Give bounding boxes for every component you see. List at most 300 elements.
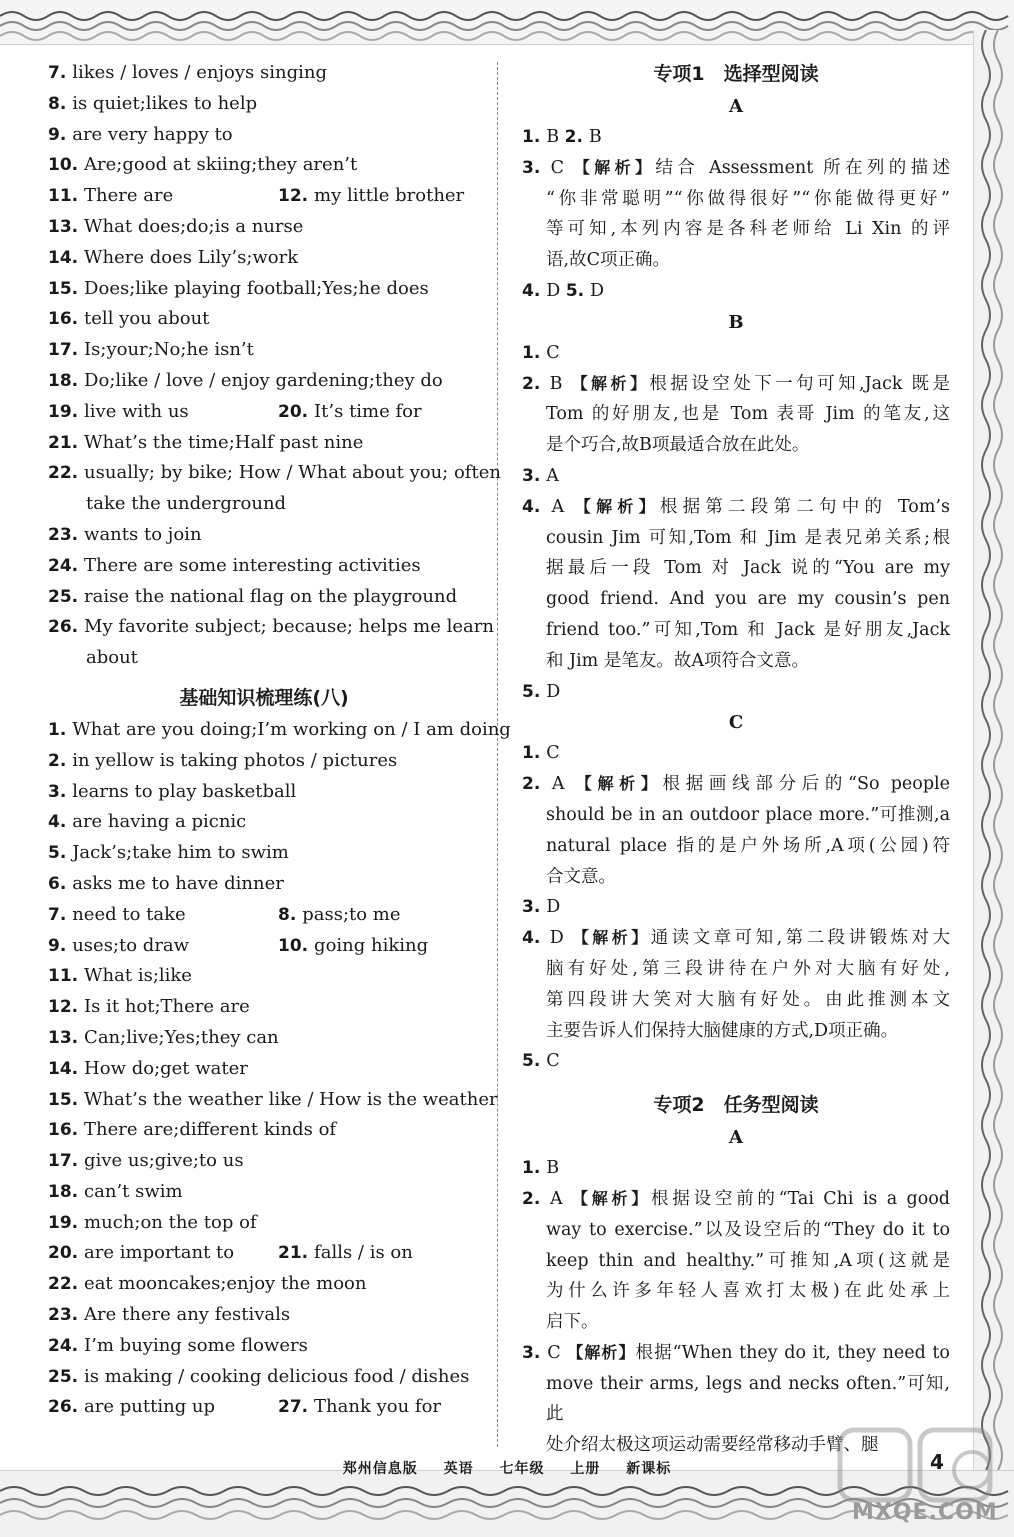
answer-cell [48, 278, 429, 299]
answer-group [522, 369, 950, 461]
answer-cell [48, 1212, 257, 1233]
item-answer: B [549, 373, 572, 394]
answer-line [48, 551, 480, 582]
answer-cell [48, 524, 202, 545]
item-text: going hiking [314, 934, 429, 956]
item-text: live with us [84, 400, 189, 422]
item-number: 1. [522, 1158, 547, 1179]
item-answer: C [546, 743, 560, 764]
item-number: 16. [48, 309, 85, 330]
item-answer: D [546, 280, 561, 301]
answer-line [48, 1115, 480, 1146]
item-text: raise the national flag on the playground [84, 585, 458, 607]
explanation-text: 根据“When they do it, they need to [635, 1342, 950, 1363]
answer-cell [48, 397, 278, 428]
explanation-line [522, 153, 950, 184]
item-number: 23. [48, 1305, 85, 1326]
explanation-line: 语,故C项正确。 [546, 250, 670, 271]
answer-line [522, 122, 950, 153]
answer-cell [48, 873, 284, 894]
explanation-line: 处介绍太极这项运动需要经常移动手臂、腿 [546, 1435, 879, 1456]
right-wave-border [973, 30, 1014, 1470]
item-number: 7. [48, 904, 73, 925]
item-number: 8. [48, 93, 73, 114]
item-number: 5. [565, 280, 591, 301]
item-answer: D [590, 280, 605, 301]
answer-line [48, 58, 480, 89]
explanation-line: “你非常聪明”“你做得很好”“你能做得更好” [546, 188, 950, 209]
answer-group [522, 338, 950, 369]
footer-grade: 七年级 [499, 1461, 545, 1477]
answer-line [522, 461, 950, 492]
item-text: are very happy to [72, 123, 233, 145]
answer-line [48, 366, 480, 397]
item-number: 3. [522, 157, 551, 178]
item-answer: C [546, 1051, 560, 1072]
explanation-text: 根据设空前的“Tai Chi is a good [651, 1188, 950, 1209]
analysis-tag: 【解析】 [567, 1342, 636, 1362]
item-text: give us;give;to us [84, 1150, 244, 1172]
answer-line [48, 1054, 480, 1085]
footer-subject: 英语 [443, 1461, 474, 1477]
analysis-tag: 【解析】 [571, 373, 650, 393]
item-number: 7. [48, 63, 73, 83]
item-number: 13. [48, 216, 85, 237]
explanation-text: 结合 Assessment 所在列的描述 [655, 157, 950, 178]
item-text: What’s the time;Half past nine [84, 431, 364, 453]
item-number: 26. [48, 617, 85, 638]
item-number: 18. [48, 1181, 85, 1202]
explanation-line: 和 Jim 是笔友。故A项符合文意。 [546, 650, 809, 671]
answer-line [48, 1238, 480, 1269]
part-label-a: A [729, 96, 743, 117]
answer-line [48, 243, 480, 274]
item-text: need to take [72, 903, 186, 925]
answer-line [48, 807, 480, 838]
answer-line [48, 304, 480, 335]
answer-line [48, 212, 480, 243]
item-number: 19. [48, 401, 85, 422]
item-answer: B [588, 127, 602, 147]
item-text: Can;live;Yes;they can [84, 1026, 279, 1048]
item-number: 10. [278, 935, 315, 956]
item-number: 19. [48, 1212, 85, 1233]
right-column [522, 58, 950, 1461]
answer-cell [48, 247, 298, 268]
item-text: There are some interesting activities [84, 554, 421, 576]
item-number: 1. [48, 719, 73, 740]
answer-line [48, 612, 494, 643]
answer-line [522, 1153, 950, 1184]
answer-cell [48, 900, 278, 931]
explanation-line: good friend. And you are my cousin’s pen [546, 589, 950, 610]
item-answer: B [546, 1158, 560, 1179]
item-text: What is;like [84, 965, 192, 987]
analysis-tag: 【解析】 [575, 774, 663, 794]
answer-line [48, 931, 480, 962]
answer-group [522, 1046, 950, 1077]
answer-line [48, 1085, 498, 1116]
answer-line [522, 276, 950, 307]
item-answer: A [551, 774, 576, 795]
item-text: much;on the top of [84, 1211, 257, 1233]
answer-cell [278, 1396, 441, 1417]
item-answer: C [546, 342, 560, 363]
item-text: Thank you for [314, 1396, 442, 1418]
answer-line [48, 1392, 480, 1423]
answer-group [522, 1184, 950, 1338]
item-number: 15. [48, 1089, 85, 1110]
item-text: Is;your;No;he isn’t [84, 339, 254, 361]
answer-cell [48, 216, 303, 237]
answer-line [48, 520, 480, 551]
answer-list-b [48, 715, 511, 1423]
answer-cell [48, 996, 250, 1017]
item-number: 25. [48, 586, 85, 607]
item-number: 11. [48, 186, 85, 207]
answer-line [48, 961, 480, 992]
item-text: can’t swim [84, 1180, 183, 1202]
analysis-tag: 【解析】 [572, 928, 651, 948]
explanation-line: 第四段讲大笑对大脑有好处。由此推测本文 [546, 989, 950, 1010]
answer-line [48, 838, 480, 869]
answer-line [48, 900, 480, 931]
footer-standard: 新课标 [626, 1461, 672, 1477]
answer-line [48, 1208, 480, 1239]
item-answer: C [550, 157, 574, 178]
explanation-line: should be in an outdoor place more.”可推测,a [546, 804, 950, 825]
item-number: 11. [48, 966, 85, 987]
explanation-line: Tom 的好朋友,也是 Tom 表哥 Jim 的笔友,这 [546, 404, 950, 425]
item-answer: D [549, 928, 573, 949]
answer-line [522, 338, 950, 369]
item-number: 27. [278, 1397, 315, 1418]
item-number: 25. [48, 1366, 85, 1387]
answer-line [522, 892, 950, 923]
explanation-text: 根据第二段第二句中的 Tom’s [659, 496, 950, 517]
answer-cell [48, 1089, 498, 1110]
item-number: 22. [48, 1274, 85, 1295]
explanation-line [522, 492, 950, 523]
item-text: How do;get water [84, 1057, 248, 1079]
answer-line [48, 715, 511, 746]
item-text: is quiet;likes to help [72, 92, 258, 114]
answer-line [48, 1146, 480, 1177]
item-number: 5. [522, 1051, 547, 1072]
answer-cell [48, 931, 278, 962]
answer-line [48, 1023, 480, 1054]
explanation-line: cousin Jim 可知,Tom 和 Jim 是表兄弟关系;根 [546, 527, 950, 548]
analysis-tag: 【解析】 [573, 157, 656, 177]
explanation-text: 根据设空处下一句可知,Jack 既是 [649, 373, 950, 394]
item-number: 2. [522, 774, 552, 795]
item-text: What’s the weather like / How is the weather [84, 1088, 498, 1110]
explanation-line: 脑有好处,第三段讲待在户外对大脑有好处, [546, 958, 950, 979]
item-text: I’m buying some flowers [84, 1334, 308, 1356]
answer-cell [48, 124, 233, 145]
item-text: My favorite subject; because; helps me learn [84, 616, 494, 638]
answer-cell [48, 1366, 469, 1387]
item-text: wants to join [84, 523, 202, 545]
answer-group [522, 461, 950, 492]
answer-cell [48, 586, 457, 607]
answer-line [48, 1177, 480, 1208]
item-number: 3. [522, 897, 547, 918]
answer-line [522, 677, 950, 708]
part-label-a2: A [729, 1127, 743, 1149]
answer-line [48, 582, 480, 613]
analysis-tag: 【解析】 [574, 496, 660, 516]
section-title-reading-2: 专项2 任务型阅读 [653, 1094, 819, 1117]
item-number: 1. [522, 743, 547, 764]
column-divider [497, 62, 498, 1447]
answer-group [522, 677, 950, 708]
item-text-continued: take the underground [86, 493, 287, 515]
top-wave-border [0, 0, 1014, 45]
explanation-line: 为什么许多年轻人喜欢打太极)在此处承上 [546, 1281, 950, 1302]
explanation-line [522, 1184, 950, 1215]
item-number: 3. [522, 1342, 548, 1363]
answer-cell [278, 904, 401, 925]
item-text: asks me to have dinner [72, 872, 284, 894]
part-label-b: B [728, 311, 744, 333]
answer-cell [48, 1273, 366, 1294]
item-number: 15. [48, 278, 85, 299]
page-number: 4 [930, 1450, 944, 1474]
answer-cell [48, 1304, 290, 1325]
item-number: 4. [522, 496, 552, 517]
item-text: are important to [84, 1242, 235, 1264]
item-number: 18. [48, 370, 85, 391]
answer-line [48, 746, 480, 777]
item-text: What are you doing;I’m working on / I am doing [72, 718, 511, 740]
explanation-line: 合文意。 [546, 866, 616, 887]
item-text: tell you about [84, 308, 210, 330]
footer-edition: 郑州信息版 [342, 1461, 418, 1477]
item-number: 26. [48, 1397, 85, 1418]
explanation-line [522, 369, 950, 400]
item-number: 2. [48, 750, 73, 771]
item-answer: D [546, 681, 561, 702]
item-answer: A [549, 1188, 572, 1209]
item-text: usually; by bike; How / What about you; often [84, 462, 501, 484]
item-number: 21. [278, 1243, 315, 1264]
item-number: 4. [522, 280, 547, 301]
analysis-tag: 【解析】 [571, 1188, 652, 1208]
item-number: 22. [48, 463, 85, 484]
item-number: 10. [48, 155, 85, 176]
answer-line [48, 869, 480, 900]
item-text: falls / is on [314, 1242, 413, 1264]
answer-cell [48, 965, 192, 986]
item-text: Is it hot;There are [84, 996, 250, 1018]
answer-cell [48, 1058, 248, 1079]
answer-line [48, 89, 480, 120]
explanation-line [522, 1338, 950, 1369]
answer-line [48, 458, 501, 489]
answer-group [522, 1153, 950, 1184]
item-number: 5. [522, 681, 547, 702]
item-number: 2. [522, 1188, 550, 1209]
item-text: There are;different kinds of [84, 1119, 337, 1141]
answer-line [48, 335, 480, 366]
answer-cell [48, 432, 363, 453]
footer-volume: 上册 [570, 1461, 601, 1477]
answer-group [522, 923, 950, 1046]
answer-cell [278, 185, 464, 206]
explanation-line: keep thin and healthy.”可推知,A项(这就是 [546, 1250, 950, 1271]
explanation-line: 主要告诉人们保持大脑健康的方式,D项正确。 [546, 1020, 899, 1041]
answer-group [522, 276, 950, 307]
answer-cell [48, 1181, 183, 1202]
item-number: 1. [522, 127, 547, 147]
item-answer: B [546, 127, 560, 147]
answer-cell [48, 154, 357, 175]
item-number: 20. [278, 401, 315, 422]
item-text: learns to play basketball [72, 780, 297, 802]
item-text: Does;like playing football;Yes;he does [84, 277, 429, 299]
answer-line [522, 738, 950, 769]
item-number: 14. [48, 1058, 85, 1079]
item-text: What does;do;is a nurse [84, 215, 304, 237]
explanation-line: move their arms, legs and necks often.”可知,此 [546, 1373, 950, 1425]
item-text: uses;to draw [72, 934, 190, 956]
item-number: 24. [48, 555, 85, 576]
item-text: are having a picnic [72, 811, 247, 833]
item-number: 3. [48, 781, 73, 802]
answer-cell [48, 308, 209, 329]
answer-line [48, 120, 480, 151]
watermark-text: MXQE.COM [852, 1500, 998, 1525]
explanation-line: way to exercise.”以及设空后的“They do it to [546, 1219, 950, 1240]
answer-cell [278, 401, 422, 422]
item-number: 9. [48, 124, 73, 145]
explanation-line [522, 769, 950, 800]
answer-cell [48, 462, 501, 483]
item-number: 24. [48, 1335, 85, 1356]
explanation-line [522, 923, 950, 954]
answer-cell [48, 1238, 278, 1269]
item-number: 6. [48, 873, 73, 894]
answer-line [48, 428, 480, 459]
item-text: likes / loves / enjoys singing [72, 62, 327, 83]
answer-list-a [48, 58, 501, 674]
answer-cell [48, 842, 289, 863]
item-text: eat mooncakes;enjoy the moon [84, 1273, 367, 1295]
item-text: is making / cooking delicious food / dishes [84, 1365, 470, 1387]
answer-line [48, 1362, 480, 1393]
item-answer: C [547, 1342, 568, 1363]
answer-line [522, 1046, 950, 1077]
item-answer: D [546, 897, 561, 918]
answer-group [522, 892, 950, 923]
answer-cell [48, 181, 278, 212]
explanation-line: 据最后一段 Tom 对 Jack 说的“You are my [546, 558, 950, 579]
answer-line [48, 181, 480, 212]
answer-cell [48, 555, 421, 576]
item-text: Do;like / love / enjoy gardening;they do [84, 369, 443, 391]
part-label-c: C [728, 712, 744, 734]
item-number: 13. [48, 1027, 85, 1048]
explanation-line: 是个巧合,故B项最适合放在此处。 [546, 435, 810, 456]
answer-cell [48, 750, 397, 771]
answer-cell [48, 93, 257, 114]
item-text: my little brother [314, 185, 465, 207]
item-number: 16. [48, 1120, 85, 1141]
answer-line [48, 1331, 480, 1362]
answer-cell [278, 1242, 413, 1263]
answer-line [48, 777, 480, 808]
answer-line [48, 274, 480, 305]
answer-cell [48, 1392, 278, 1423]
answer-group [522, 738, 950, 769]
item-number: 4. [48, 812, 73, 833]
explanation-text: 通读文章可知,第二段讲锻炼对大 [650, 928, 950, 949]
item-number: 4. [522, 928, 550, 949]
explanation-text: 根据画线部分后的“So people [662, 774, 950, 795]
answer-cell [48, 1335, 308, 1356]
item-number: 21. [48, 432, 85, 453]
item-number: 2. [564, 127, 589, 147]
item-number: 17. [48, 340, 85, 361]
explanation-line: friend too.”可知,Tom 和 Jack 是好朋友,Jack [546, 619, 950, 640]
item-text: are putting up [84, 1396, 216, 1418]
answer-line [48, 992, 480, 1023]
answer-line [48, 1269, 480, 1300]
explanation-line: 等可知,本列内容是各科老师给 Li Xin 的评 [546, 219, 950, 240]
item-text: It’s time for [314, 400, 422, 422]
section-title-basic-knowledge: 基础知识梳理练(八) [179, 686, 349, 709]
item-number: 20. [48, 1243, 85, 1264]
item-text: There are [84, 185, 174, 207]
answer-cell [48, 370, 443, 391]
answer-line [48, 397, 480, 428]
answer-group [522, 153, 950, 276]
answer-cell [48, 62, 327, 83]
item-text: in yellow is taking photos / pictures [72, 749, 398, 771]
item-number: 14. [48, 247, 85, 268]
item-number: 17. [48, 1151, 85, 1172]
answer-cell [278, 935, 428, 956]
item-text-continued: about [86, 647, 138, 669]
item-number: 1. [522, 342, 547, 363]
item-number: 5. [48, 843, 73, 864]
item-answer: A [551, 496, 575, 517]
answer-cell [48, 1150, 244, 1171]
item-number: 3. [522, 465, 547, 486]
item-number: 12. [278, 186, 315, 207]
answer-cell [48, 811, 246, 832]
answer-line [48, 1300, 480, 1331]
item-text: Are;good at skiing;they aren’t [84, 154, 358, 176]
item-text: Are there any festivals [84, 1304, 291, 1326]
item-text: Jack’s;take him to swim [72, 842, 289, 864]
item-number: 9. [48, 935, 73, 956]
item-number: 12. [48, 997, 85, 1018]
item-answer: A [546, 465, 559, 486]
answer-cell [48, 616, 494, 637]
answer-group [522, 122, 950, 153]
item-text: pass;to me [302, 903, 401, 925]
item-number: 2. [522, 373, 550, 394]
section-title-reading-1: 专项1 选择型阅读 [653, 63, 819, 85]
answer-group [522, 769, 950, 892]
answer-cell [48, 1027, 279, 1048]
item-text: Where does Lily’s;work [84, 246, 299, 268]
answer-group [522, 492, 950, 677]
answer-cell [48, 339, 254, 360]
explanation-line: 启下。 [546, 1312, 599, 1333]
